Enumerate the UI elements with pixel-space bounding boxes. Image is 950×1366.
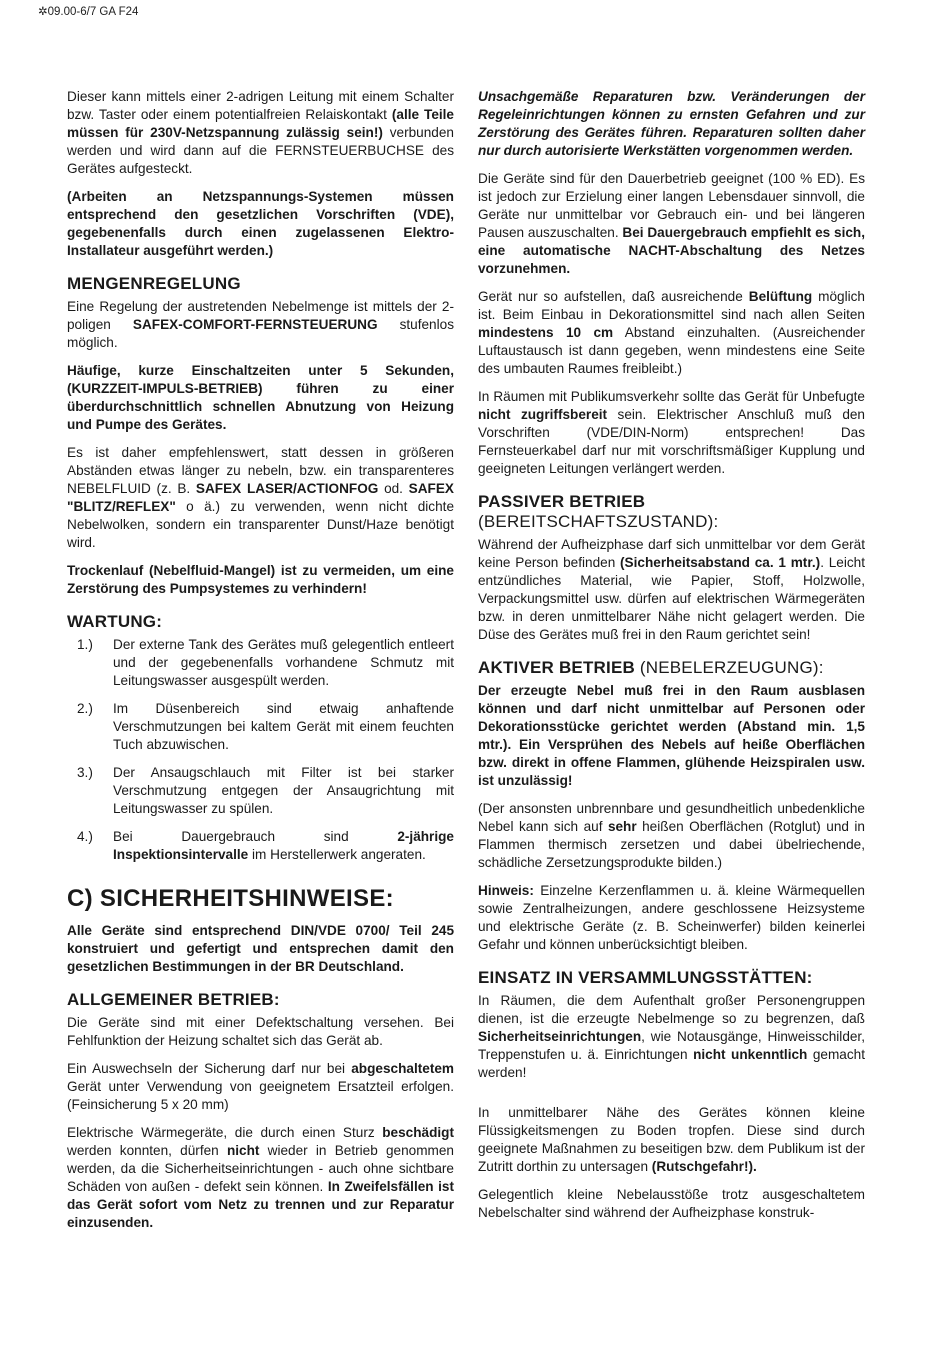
paragraph: (Der ansonsten unbrennbare und gesundheitlich unbedenkliche Nebel kann sich auf sehr heißen Oberflächen (Rotglut) und in Flammen thermisch zersetzen und dabei übelriechende, schädliche Zersetzungsprodukte bilden.)	[478, 801, 865, 870]
document-code: ✲09.00-6/7 GA F24	[38, 6, 139, 18]
list-item: 4.) Bei Dauergebrauch sind 2-jährige Inspektionsintervalle im Herstellerwerk angeraten.	[77, 829, 454, 862]
paragraph: Häufige, kurze Einschaltzeiten unter 5 Sekunden, (KURZZEIT-IMPULS-BETRIEB) führen zu einer überdurchschnittlich schnellen Abnutzung von Heizung und Pumpe des Gerätes.	[67, 363, 454, 432]
paragraph: Elektrische Wärmegeräte, die durch einen Sturz beschädigt werden konnten, dürfen nicht wieder in Betrieb genommen werden, da die Sicherheitseinrichtungen - auch ohne sichtbare Schäden von außen - defekt sein können. In Zweifelsfällen ist das Gerät sofort vom Netz zu trennen und zur Reparatur einzusenden.	[67, 1125, 455, 1230]
paragraph: Ein Auswechseln der Sicherung darf nur bei abgeschaltetem Gerät unter Verwendung von geeignetem Ersatzteil erfolgen. (Feinsicherung 5 x 20 mm)	[67, 1061, 454, 1112]
list-item: 3.) Der Ansaugschlauch mit Filter ist bei starker Verschmutzung entgegen der Ansaugrichtung mit Leitungswasser zu spülen.	[77, 765, 454, 816]
left-column	[67, 88, 454, 1242]
paragraph: Hinweis: Einzelne Kerzenflammen u. ä. kleine Wärmequellen sowie Zentralheizungen, andere geschlossene Heizsysteme und elektrische Geräte (z. B. Scheinwerfer) bilden keinerlei Gefahr und können unberücksichtigt bleiben.	[478, 883, 865, 952]
spacer	[478, 1092, 865, 1104]
paragraph: Dieser kann mittels einer 2-adrigen Leitung mit einem Schalter bzw. Taster oder einem potentialfreien Relaiskontakt (alle Teile müssen für 230V-Netzspannung zulässig sein!) verbunden werden und wird dann auf die FERNSTEUERBUCHSE des Gerätes aufgesteckt.	[67, 89, 454, 176]
paragraph: Während der Aufheizphase darf sich unmittelbar vor dem Gerät keine Person befinden (Sicherheitsabstand ca. 1 mtr.). Leicht entzündliches Material, wie Papier, Stoff, Holzwolle, Verpackungsmittel usw. dürfen auf elektrischen Wärmegeräten bzw. in deren unmittelbarer Nähe nicht gelagert werden. Die Düse des Gerätes muß frei in den Raum gerichtet sein!	[478, 537, 866, 642]
paragraph: In unmittelbarer Nähe des Gerätes können kleine Flüssigkeitsmengen zu Boden tropfen. Diese sind durch geeignete Maßnahmen zu beseitigen bzw. dem Publikum ist der Zutritt dorthin zu untersagen (Rutschgefahr!).	[478, 1105, 865, 1174]
paragraph: Die Geräte sind mit einer Defektschaltung versehen. Bei Fehlfunktion der Heizung schaltet sich das Gerät ab.	[67, 1015, 454, 1048]
paragraph: Alle Geräte sind entsprechend DIN/VDE 0700/ Teil 245 konstruiert und gefertigt und entsprechen damit den gesetzlichen Bestimmungen in der BR Deutschland.	[67, 923, 454, 974]
paragraph: Die Geräte sind für den Dauerbetrieb geeignet (100 % ED). Es ist jedoch zur Erzielung einer langen Lebensdauer sinnvoll, die Geräte nur unmittelbar vor Gebrauch ein- und bei längeren Pausen auszuschalten. Bei Dauergebrauch empfiehlt es sich, eine automatische NACHT-Abschaltung des Netzes vorzunehmen.	[478, 171, 866, 276]
list-item: 2.) Im Düsenbereich sind etwaig anhaftende Verschmutzungen bei kaltem Gerät mit einem feuchten Tuch abzuwischen.	[77, 701, 454, 752]
paragraph: (Arbeiten an Netzspannungs-Systemen müssen entsprechend den gesetzlichen Vorschriften (VDE), gegebenenfalls durch einen zugelassenen Elektro-Installateur ausgeführt werden.)	[67, 189, 454, 258]
paragraph: Es ist daher empfehlenswert, statt dessen in größeren Abständen etwas länger zu nebeln, bzw. ein transparenteres NEBELFLUID (z. B. SAFEX LASER/ACTIONFOG od. SAFEX "BLITZ/REFLEX" o ä.) zu verwenden, wenn nicht dichte Nebelwolken, sondern ein transparenter Dunst/Haze benötigt wird.	[67, 445, 454, 550]
section-heading-aktiver-betrieb: AKTIVER BETRIEB (NEBELERZEUGUNG):	[478, 658, 824, 677]
section-heading-wartung: WARTUNG:	[67, 612, 163, 631]
paragraph: In Räumen, die dem Aufenthalt großer Personengruppen dienen, ist die erzeugte Nebelmenge so zu begrenzen, daß Sicherheitseinrichtungen, wie Notausgänge, Hinweisschilder, Treppenstufen u. ä. Einrichtungen nicht unkenntlich gemacht werden!	[478, 993, 866, 1080]
section-heading-mengenregelung: MENGENREGELUNG	[67, 274, 241, 293]
paragraph: In Räumen mit Publikumsverkehr sollte das Gerät für Unbefugte nicht zugriffsbereit sein. Elektrischer Anschluß muß den Vorschriften (VDE/DIN-Norm) entsprechen! Das Fernsteuerkabel darf nur mit vorschriftsmäßiger Kupplung und geeigneten Leitungen verlängert werden.	[478, 389, 865, 476]
paragraph: Der erzeugte Nebel muß frei in den Raum ausblasen können und darf nicht unmittelbar auf Personen oder Dekorationsstücke gerichtet werden (Abstand min. 1,5 mtr.). Ein Versprühen des Nebels auf heiße Oberflächen bzw. direkt in offene Flammen, glühende Heizspiralen usw. ist unzulässig!	[478, 683, 865, 788]
section-heading-allgemeiner-betrieb: ALLGEMEINER BETRIEB:	[67, 990, 280, 1009]
list-item: 1.) Der externe Tank des Gerätes muß gelegentlich entleert und der gegebenenfalls vorhandene Schmutz mit Leitungswasser ausgespült werden.	[77, 637, 454, 688]
paragraph: Trockenlauf (Nebelfluid-Mangel) ist zu vermeiden, um eine Zerstörung des Pumpsystemes zu verhindern!	[67, 563, 454, 596]
paragraph: Unsachgemäße Reparaturen bzw. Veränderungen der Regeleinrichtungen können zu ernsten Gefahren und zur Zerstörung des Gerätes führen. Reparaturen sollten daher nur durch autorisierte Werkstätten vorgenommen werden.	[478, 89, 865, 158]
paragraph: Gelegentlich kleine Nebelausstöße trotz ausgeschaltetem Nebelschalter sind während der Aufheizphase konstruk-	[478, 1187, 865, 1220]
paragraph: Eine Regelung der austretenden Nebelmenge ist mittels der 2-poligen SAFEX-COMFORT-FERNSTEUERUNG stufenlos möglich.	[67, 299, 454, 350]
section-heading-passiver-betrieb: PASSIVER BETRIEB (BEREITSCHAFTSZUSTAND):	[478, 492, 719, 531]
section-heading-einsatz: EINSATZ IN VERSAMMLUNGSSTÄTTEN:	[478, 968, 813, 987]
chapter-heading-sicherheitshinweise: C) SICHERHEITSHINWEISE:	[67, 885, 394, 912]
paragraph: Gerät nur so aufstellen, daß ausreichende Belüftung möglich ist. Beim Einbau in Dekorationsmittel sind nach allen Seiten mindestens 10 cm Abstand einzuhalten. (Ausreichender Luftaustausch ist dann gegeben, wenn mindestens eine Seite des umbauten Raumes freibleibt.)	[478, 289, 865, 376]
right-column	[478, 88, 865, 1232]
